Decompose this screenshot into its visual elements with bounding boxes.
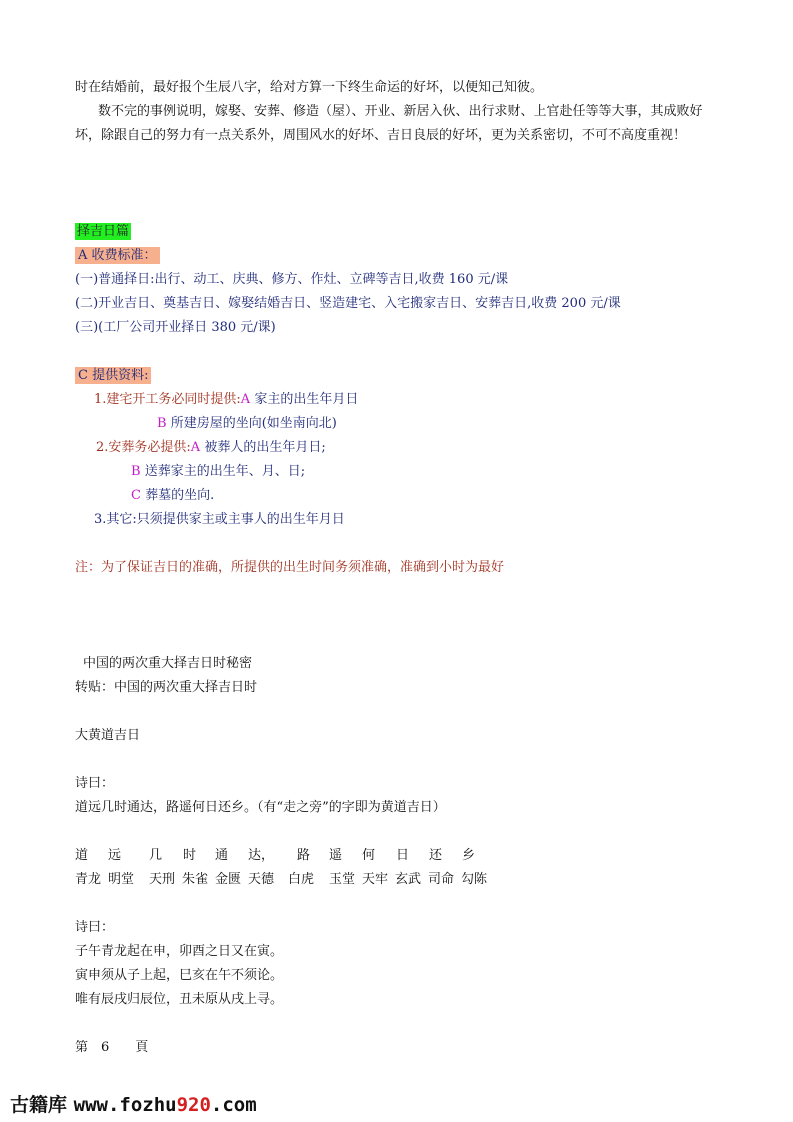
section-title-highlight: 择吉日篇: [77, 224, 130, 239]
footer-url-prefix: www.fozhu: [73, 1094, 177, 1116]
god-cell: 朱雀: [182, 872, 209, 887]
info-item-1-prefix: 1.建宅开工务必同时提供:: [94, 392, 241, 407]
char-cell: 道: [75, 848, 89, 863]
intro-line-3: 坏，除跟自己的努力有一点关系外，周围风水的好坏、吉日良辰的好坏，更为关系密切，不可不高度重视！: [75, 128, 687, 143]
article-title: 中国的两次重大择吉日时秘密: [83, 656, 253, 671]
info-item-2-prefix: 2.安葬务必提供:: [96, 440, 191, 455]
info-item-2-a-text: 被葬人的出生年月日;: [200, 440, 326, 455]
footer-url-suffix: .com: [210, 1094, 257, 1116]
god-cell: 玉堂: [329, 872, 356, 887]
poem-2-line-2: 寅申须从子上起，巳亥在午不须论。: [75, 968, 284, 983]
god-cell: 司命: [428, 872, 455, 887]
god-cell: 青龙: [75, 872, 102, 887]
intro-line-2: 数不完的事例说明，嫁娶、安葬、修造（屋）、开业、新居入伙、出行求财、上官赴任等等大事，其成败好: [98, 104, 703, 119]
info-header-highlight: C 提供资料:: [75, 367, 151, 384]
info-item-2: [96, 440, 326, 456]
god-cell: 天德: [248, 872, 275, 887]
char-cell: 通: [215, 848, 229, 863]
god-cell: 天刑: [149, 872, 176, 887]
footer-url[interactable]: [74, 1094, 257, 1116]
info-item-1-a-text: 家主的出生年月日: [250, 392, 359, 407]
god-cell: 天牢: [362, 872, 389, 887]
info-item-2-b: [131, 464, 305, 480]
char-cell: 乡: [462, 848, 476, 863]
poem-2-line-3: 唯有辰戌归辰位，丑未原从戌上寻。: [75, 992, 284, 1007]
info-item-2-c-text: 葬墓的坐向.: [140, 488, 215, 503]
poem-2-label: 诗曰：: [75, 920, 115, 935]
god-cell: 明堂: [108, 872, 135, 887]
info-header: [75, 368, 151, 384]
poem-1-label: 诗曰：: [75, 776, 115, 791]
footer-watermark: [10, 1090, 257, 1117]
note-text: 注：为了保证吉日的准确，所提供的出生时间务须准确，准确到小时为最好: [75, 560, 505, 575]
char-cell: 路: [297, 848, 311, 863]
article-heading: 大黄道吉日: [75, 728, 141, 743]
poem-1-line: 道远几时通达，路遥何日还乡。（有“走之旁”的字即为黄道吉日）: [75, 800, 446, 815]
god-cell: 玄武: [395, 872, 422, 887]
god-cell: 勾陈: [461, 872, 488, 887]
fee-item-3: (三)(工厂公司开业择日 380 元/课): [75, 320, 276, 335]
fee-header-highlight: A 收费标准：: [75, 247, 160, 264]
char-cell: 时: [183, 848, 197, 863]
info-item-2-a-letter: A: [190, 440, 201, 455]
info-item-2-c: [131, 488, 214, 504]
god-cell: 金匮: [215, 872, 242, 887]
article-repost: 转贴：中国的两次重大择吉日时: [75, 680, 258, 695]
intro-line-1: 时在结婚前，最好报个生辰八字，给对方算一下终生命运的好坏，以便知己知彼。: [75, 80, 544, 95]
fee-item-2: (二)开业吉日、奠基吉日、嫁娶结婚吉日、竖造建宅、入宅搬家吉日、安葬吉日,收费 200 元/课: [75, 296, 621, 311]
fee-header: [75, 248, 160, 264]
info-item-3: 3.其它:只须提供家主或主事人的出生年月日: [94, 512, 345, 527]
fee-item-1: (一)普通择日:出行、动工、庆典、修方、作灶、立碑等吉日,收费 160 元/课: [75, 272, 509, 287]
section-title: [75, 224, 131, 240]
char-cell: 日: [396, 848, 410, 863]
info-item-1-b-letter: B: [157, 416, 167, 431]
char-cell: 何: [362, 848, 376, 863]
poem-2-line-1: 子午青龙起在申，卯酉之日又在寅。: [75, 944, 284, 959]
info-item-2-c-letter: C: [131, 488, 141, 503]
char-cell: 遥: [329, 848, 343, 863]
info-item-2-b-letter: B: [131, 464, 141, 479]
god-cell: 白虎: [288, 872, 315, 887]
info-item-1-b-text: 所建房屋的坐向(如坐南向北): [166, 416, 337, 431]
info-item-1-b: [157, 416, 337, 432]
page-number: 第 6 頁: [75, 1040, 149, 1055]
info-item-1: [94, 392, 358, 408]
info-item-2-b-text: 送葬家主的出生年、月、日;: [140, 464, 306, 479]
footer-url-number: 920: [176, 1094, 211, 1116]
char-cell: 几: [149, 848, 163, 863]
footer-brand: 古籍库: [10, 1094, 68, 1116]
char-cell: 达，: [248, 848, 275, 863]
char-cell: 远: [108, 848, 122, 863]
info-item-1-a-letter: A: [240, 392, 251, 407]
char-cell: 还: [429, 848, 443, 863]
